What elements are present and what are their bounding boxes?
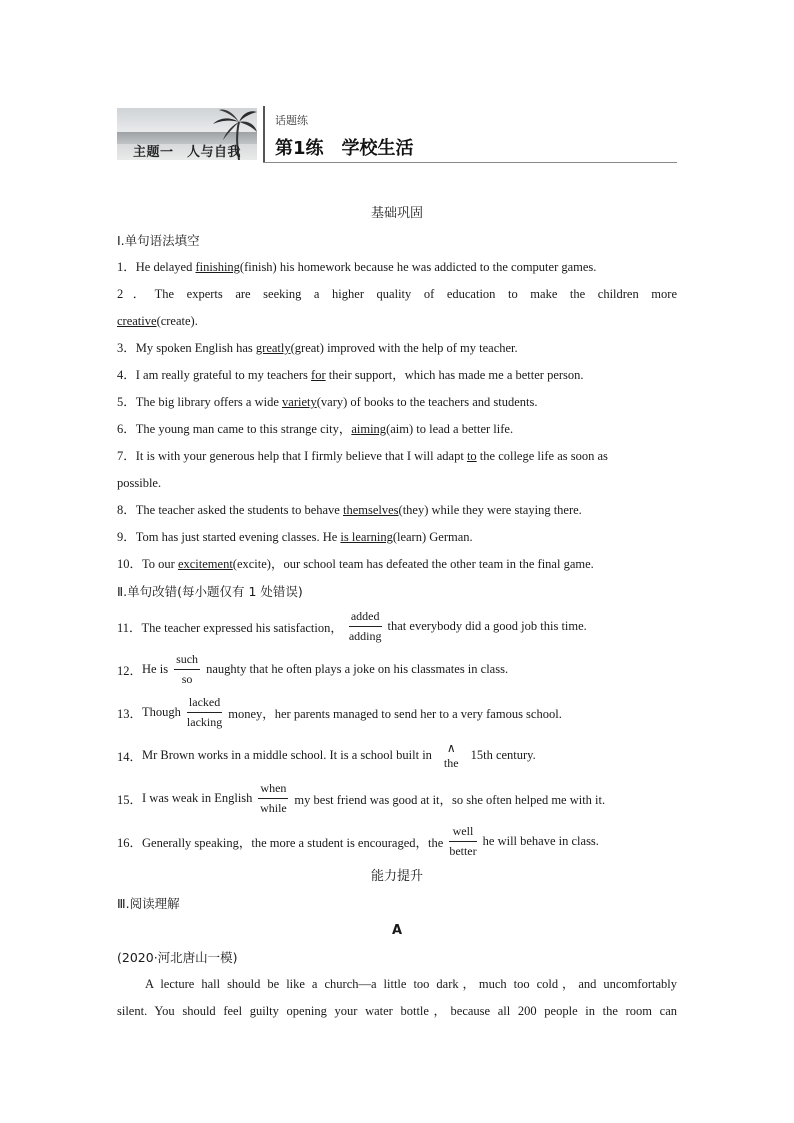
correction: $\frac{\text{well}}{\text{better}}$: [449, 824, 477, 858]
page-header: [117, 106, 677, 164]
list-item: 4．I am really grateful to my teachers for their support，which has made me a better person.: [117, 368, 584, 382]
passage-line: A lecture hall should be like a church—a little too dark，much too cold，and uncomfortably: [145, 977, 677, 991]
correction: ∧ the: [443, 740, 459, 770]
passage-line: silent. You should feel guilty opening your water bottle，because all 200 people in the room can: [117, 1004, 677, 1018]
part2-title: Ⅱ.单句改错(每小题仅有 1 处错误): [117, 584, 303, 599]
passage-label: A: [391, 923, 403, 938]
answer: creative: [117, 314, 157, 328]
list-item: 7．It is with your generous help that I firmly believe that I will adapt to the college life as soon as: [117, 449, 608, 463]
list-item: 14． Mr Brown works in a middle school. It is a school built in ∧ the 15th century.: [117, 740, 536, 770]
page-title: 第1练 学校生活: [275, 138, 414, 159]
list-item: 11． The teacher expressed his satisfaction， $\frac{\text{added}}{\text{adding}}$ that everybody did a good job this time.: [117, 609, 587, 643]
correction: $\frac{\text{lacked}}{\text{lacking}}$: [186, 695, 223, 729]
list-item: 13． Though $\frac{\text{lacked}}{\text{lacking}}$ money，her parents managed to send her to a very famous school.: [117, 695, 562, 729]
answer: finishing: [195, 260, 240, 274]
content: [117, 200, 677, 1025]
correction: $\frac{\text{such}}{so}$: [176, 652, 199, 686]
list-item: 10．To our excitement(excite)，our school team has defeated the other team in the final game.: [117, 557, 594, 571]
answer: for: [311, 368, 326, 382]
list-item-cont: possible.: [117, 476, 162, 490]
list-item: 3．My spoken English has greatly(great) improved with the help of my teacher.: [117, 341, 518, 355]
theme-banner: [117, 108, 257, 160]
correction: $\frac{\text{when}}{\text{while}}$: [260, 781, 287, 815]
answer: excitement: [177, 557, 233, 571]
part1-title: Ⅰ.单句语法填空: [117, 233, 200, 248]
list-item: 15． I was weak in English $\frac{\text{when}}{\text{while}}$ my best friend was good at it，so she often helped me with it.: [117, 781, 606, 815]
passage-source: (2020·河北唐山一模): [117, 950, 238, 965]
answer: aiming: [351, 422, 387, 436]
list-item: 5．The big library offers a wide variety(vary) of books to the teachers and students.: [117, 395, 538, 409]
answer: to: [466, 449, 477, 463]
part3-title: Ⅲ.阅读理解: [117, 896, 180, 911]
list-item: 12． He is $\frac{\text{such}}{so}$ naughty that he often plays a joke on his classmates in class.: [117, 652, 509, 686]
list-item: 6．The young man came to this strange city，aiming(aim) to lead a better life.: [117, 422, 514, 436]
answer: variety: [282, 395, 317, 409]
header-divider: [263, 106, 265, 162]
header-rule: [263, 162, 677, 163]
answer: greatly: [255, 341, 291, 355]
list-item: 9．Tom has just started evening classes. He is learning(learn) German.: [117, 530, 473, 544]
answer: is learning: [340, 530, 393, 544]
theme-label: 主题一 人与自我: [133, 145, 242, 160]
correction: $\frac{\text{added}}{\text{adding}}$: [348, 609, 382, 643]
list-item: 2．The experts are seeking a higher quality of education to make the children more: [117, 287, 677, 301]
list-item: 1．He delayed finishing(finish) his homework because he was addicted to the computer games.: [117, 260, 597, 274]
list-item: 8．The teacher asked the students to behave themselves(they) while they were staying there.: [117, 503, 582, 517]
section-heading-basic: 基础巩固: [370, 206, 423, 221]
sub-label: 话题练: [275, 114, 308, 127]
section-heading-advanced: 能力提升: [370, 869, 423, 884]
list-item-cont: creative(create).: [117, 314, 198, 328]
list-item: 16． Generally speaking，the more a student is encouraged，the $\frac{\text{well}}{\text{better}}$ he will behave in class.: [117, 824, 599, 858]
answer: themselves: [342, 503, 399, 517]
